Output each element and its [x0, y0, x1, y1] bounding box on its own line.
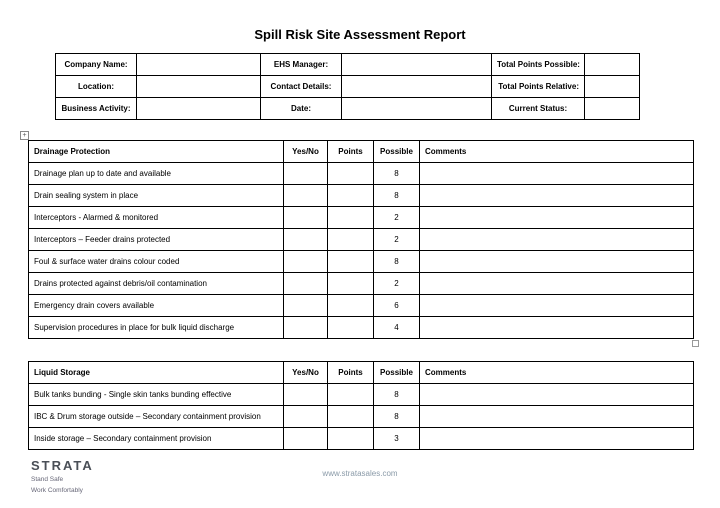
yes-no-header: Yes/No: [284, 362, 328, 384]
table-row: [29, 406, 694, 428]
business-activity-field[interactable]: [137, 98, 261, 120]
points-cell[interactable]: [328, 273, 374, 295]
business-activity-label: Business Activity:: [56, 98, 137, 120]
item-label: Bulk tanks bunding - Single skin tanks bunding effective: [29, 384, 284, 406]
comments-cell[interactable]: [420, 229, 694, 251]
header-row: [56, 98, 640, 120]
table-row: [29, 163, 694, 185]
comments-header: Comments: [420, 362, 694, 384]
ehs-manager-label: EHS Manager:: [261, 54, 342, 76]
yes-no-cell[interactable]: [284, 273, 328, 295]
points-cell[interactable]: [328, 207, 374, 229]
comments-header: Comments: [420, 141, 694, 163]
company-name-label: Company Name:: [56, 54, 137, 76]
section-title: Drainage Protection: [29, 141, 284, 163]
points-header: Points: [328, 362, 374, 384]
item-label: Inside storage – Secondary containment provision: [29, 428, 284, 450]
contact-details-label: Contact Details:: [261, 76, 342, 98]
item-label: Foul & surface water drains colour coded: [29, 251, 284, 273]
table-row: [29, 384, 694, 406]
table-row: [29, 185, 694, 207]
comments-cell[interactable]: [420, 163, 694, 185]
total-points-possible-label: Total Points Possible:: [492, 54, 585, 76]
item-label: Emergency drain covers available: [29, 295, 284, 317]
header-info-table: [55, 53, 640, 120]
table-row: [29, 273, 694, 295]
drainage-protection-table: [28, 140, 694, 339]
total-points-possible-field[interactable]: [585, 54, 640, 76]
possible-value: 6: [374, 295, 420, 317]
contact-details-field[interactable]: [342, 76, 492, 98]
yes-no-cell[interactable]: [284, 207, 328, 229]
yes-no-cell[interactable]: [284, 185, 328, 207]
points-cell[interactable]: [328, 163, 374, 185]
possible-value: 8: [374, 406, 420, 428]
header-row: [56, 54, 640, 76]
possible-value: 8: [374, 185, 420, 207]
logo-brand: STRATA: [31, 458, 94, 473]
points-header: Points: [328, 141, 374, 163]
possible-header: Possible: [374, 362, 420, 384]
item-label: Drain sealing system in place: [29, 185, 284, 207]
comments-cell[interactable]: [420, 251, 694, 273]
points-cell[interactable]: [328, 406, 374, 428]
comments-cell[interactable]: [420, 185, 694, 207]
date-label: Date:: [261, 98, 342, 120]
item-label: IBC & Drum storage outside – Secondary containment provision: [29, 406, 284, 428]
item-label: Drainage plan up to date and available: [29, 163, 284, 185]
possible-value: 3: [374, 428, 420, 450]
possible-value: 8: [374, 163, 420, 185]
comments-cell[interactable]: [420, 406, 694, 428]
comments-cell[interactable]: [420, 295, 694, 317]
yes-no-cell[interactable]: [284, 295, 328, 317]
possible-value: 8: [374, 384, 420, 406]
total-points-relative-field[interactable]: [585, 76, 640, 98]
yes-no-cell[interactable]: [284, 163, 328, 185]
yes-no-cell[interactable]: [284, 406, 328, 428]
possible-value: 2: [374, 273, 420, 295]
comments-cell[interactable]: [420, 384, 694, 406]
report-title: Spill Risk Site Assessment Report: [254, 27, 466, 42]
points-cell[interactable]: [328, 428, 374, 450]
item-label: Drains protected against debris/oil contamination: [29, 273, 284, 295]
current-status-label: Current Status:: [492, 98, 585, 120]
possible-value: 8: [374, 251, 420, 273]
possible-value: 2: [374, 229, 420, 251]
points-cell[interactable]: [328, 384, 374, 406]
item-label: Interceptors – Feeder drains protected: [29, 229, 284, 251]
points-cell[interactable]: [328, 317, 374, 339]
table-row: [29, 251, 694, 273]
points-cell[interactable]: [328, 295, 374, 317]
yes-no-header: Yes/No: [284, 141, 328, 163]
ehs-manager-field[interactable]: [342, 54, 492, 76]
table-header-row: [29, 362, 694, 384]
table-row: [29, 229, 694, 251]
points-cell[interactable]: [328, 251, 374, 273]
current-status-field[interactable]: [585, 98, 640, 120]
points-cell[interactable]: [328, 185, 374, 207]
table-move-handle-icon[interactable]: +: [20, 131, 29, 140]
table-row: [29, 317, 694, 339]
date-field[interactable]: [342, 98, 492, 120]
footer-website: www.stratasales.com: [322, 469, 398, 478]
total-points-relative-label: Total Points Relative:: [492, 76, 585, 98]
item-label: Interceptors - Alarmed & monitored: [29, 207, 284, 229]
comments-cell[interactable]: [420, 428, 694, 450]
yes-no-cell[interactable]: [284, 384, 328, 406]
possible-header: Possible: [374, 141, 420, 163]
location-field[interactable]: [137, 76, 261, 98]
table-header-row: [29, 141, 694, 163]
logo-tagline-1: Stand Safe: [31, 476, 64, 483]
location-label: Location:: [56, 76, 137, 98]
company-name-field[interactable]: [137, 54, 261, 76]
yes-no-cell[interactable]: [284, 229, 328, 251]
table-row: [29, 207, 694, 229]
comments-cell[interactable]: [420, 273, 694, 295]
logo-tagline-2: Work Comfortably: [31, 487, 83, 494]
possible-value: 2: [374, 207, 420, 229]
comments-cell[interactable]: [420, 317, 694, 339]
item-label: Supervision procedures in place for bulk liquid discharge: [29, 317, 284, 339]
table-resize-handle[interactable]: [692, 340, 699, 347]
table-row: [29, 295, 694, 317]
yes-no-cell[interactable]: [284, 251, 328, 273]
possible-value: 4: [374, 317, 420, 339]
points-cell[interactable]: [328, 229, 374, 251]
comments-cell[interactable]: [420, 207, 694, 229]
section-title: Liquid Storage: [29, 362, 284, 384]
yes-no-cell[interactable]: [284, 317, 328, 339]
liquid-storage-table: [28, 361, 694, 450]
header-row: [56, 76, 640, 98]
table-row: [29, 428, 694, 450]
yes-no-cell[interactable]: [284, 428, 328, 450]
